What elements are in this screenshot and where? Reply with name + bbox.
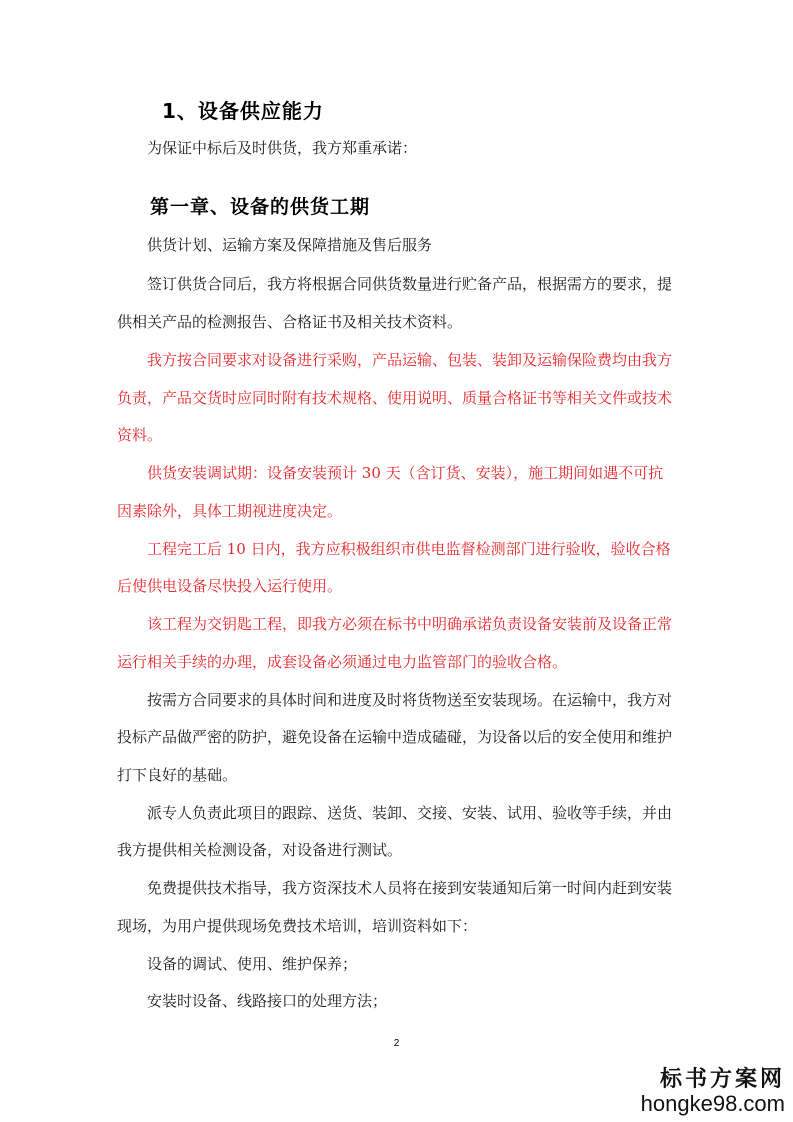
paragraph-line: 设备的调试、使用、维护保养； (147, 955, 358, 973)
paragraph-line: 现场，为用户提供现场免费技术培训，培训资料如下： (117, 917, 478, 935)
paragraph-line: 按需方合同要求的具体时间和进度及时将货物送至安装现场。在运输中，我方对 (147, 691, 673, 709)
paragraph-line: 负责，产品交货时应同时附有技术规格、使用说明、质量合格证书等相关文件或技术 (117, 389, 673, 407)
paragraph-line: 我方按合同要求对设备进行采购，产品运输、包装、装卸及运输保险费均由我方 (147, 351, 673, 369)
paragraph-line: 供相关产品的检测报告、合格证书及相关技术资料。 (117, 313, 463, 331)
paragraph-line: 免费提供技术指导，我方资深技术人员将在接到安装通知后第一时间内赶到安装 (147, 879, 673, 897)
paragraph-line: 我方提供相关检测设备，对设备进行测试。 (117, 841, 403, 859)
paragraph-line: 投标产品做严密的防护，避免设备在运输中造成磕碰，为设备以后的安全使用和维护 (117, 728, 673, 746)
paragraph-line: 供货计划、运输方案及保障措施及售后服务 (147, 236, 433, 254)
paragraph-line: 该工程为交钥匙工程，即我方必须在标书中明确承诺负责设备安装前及设备正常 (147, 615, 673, 633)
paragraph-line: 资料。 (117, 426, 163, 444)
paragraph-line: 运行相关手续的办理，成套设备必须通过电力监管部门的验收合格。 (117, 653, 568, 671)
paragraph-line: 签订供货合同后，我方将根据合同供货数量进行贮备产品，根据需方的要求，提 (147, 275, 673, 293)
page-number: 2 (393, 1038, 400, 1049)
intro-line: 为保证中标后及时供货，我方郑重承诺： (147, 139, 418, 157)
paragraph-line: 打下良好的基础。 (117, 766, 238, 784)
paragraph-line: 安装时设备、线路接口的处理方法； (147, 992, 388, 1010)
paragraph-line: 派专人负责此项目的跟踪、送货、装卸、交接、安装、试用、验收等手续，并由 (147, 804, 673, 822)
site-watermark (641, 1068, 785, 1116)
paragraph-line: 工程完工后 10 日内，我方应积极组织市供电监督检测部门进行验收，验收合格 (147, 540, 671, 558)
paragraph-line: 后使供电设备尽快投入运行使用。 (117, 577, 343, 595)
section-heading: 1、设备供应能力 (162, 99, 324, 123)
paragraph-line: 供货安装调试期：设备安装预计 30 天（含订货、安装），施工期间如遇不可抗 (147, 464, 664, 482)
paragraph-line: 因素除外，具体工期视进度决定。 (117, 502, 343, 520)
watermark-url: hongke98.com (640, 1091, 785, 1116)
watermark-title: 标书方案网 (659, 1067, 785, 1092)
chapter-title: 第一章、设备的供货工期 (150, 196, 371, 218)
